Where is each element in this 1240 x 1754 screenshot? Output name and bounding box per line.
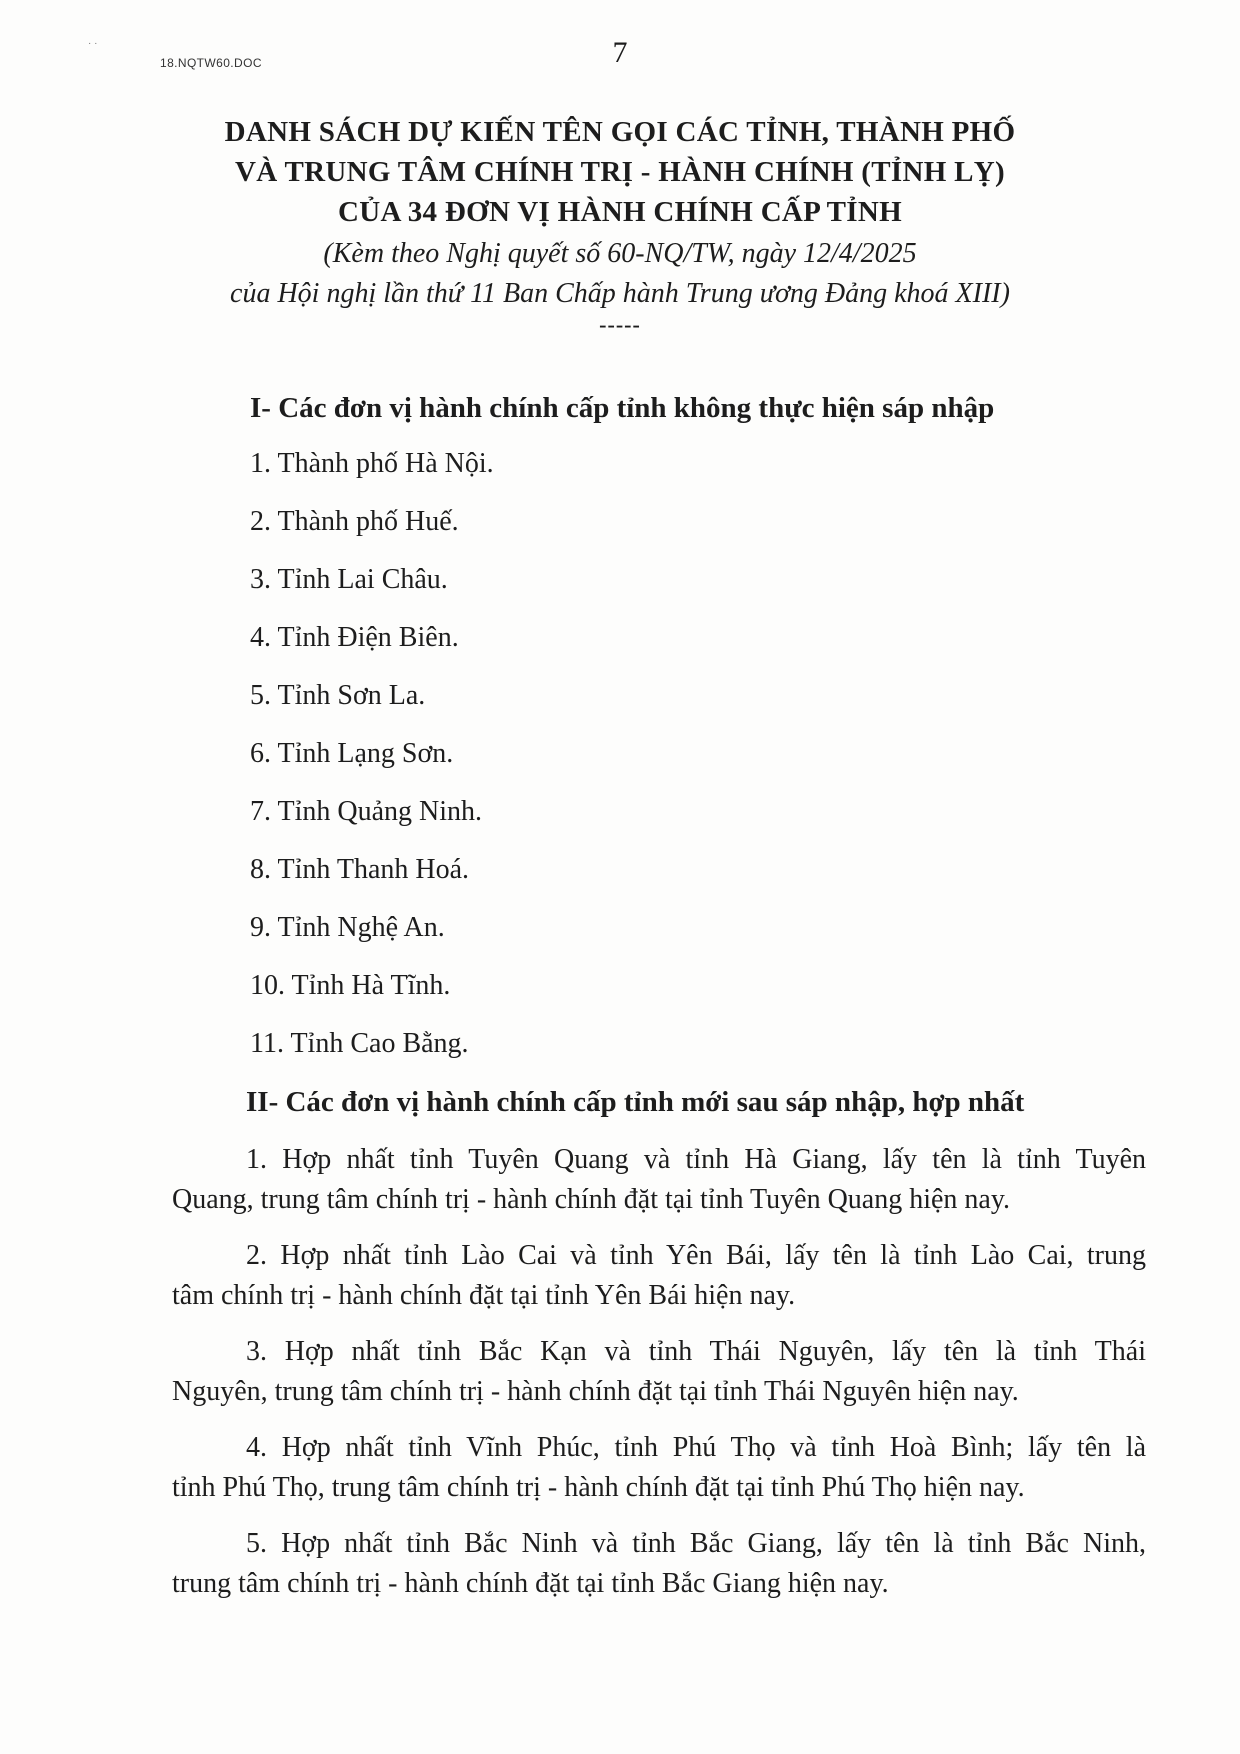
section-1-item: 9. Tỉnh Nghệ An. bbox=[250, 912, 445, 943]
merger-paragraph-3-line-2: Nguyên, trung tâm chính trị - hành chính đặt tại tỉnh Thái Nguyên hiện nay. bbox=[172, 1376, 1019, 1407]
merger-paragraph-5-line-1: 5. Hợp nhất tỉnh Bắc Ninh và tỉnh Bắc Giang, lấy tên là tỉnh Bắc Ninh, bbox=[246, 1528, 1146, 1559]
section-1-item: 11. Tỉnh Cao Bằng. bbox=[250, 1028, 469, 1059]
merger-paragraph-3-line-1: 3. Hợp nhất tỉnh Bắc Kạn và tỉnh Thái Nguyên, lấy tên là tỉnh Thái bbox=[246, 1336, 1146, 1367]
merger-paragraph-5-line-2: trung tâm chính trị - hành chính đặt tại tỉnh Bắc Giang hiện nay. bbox=[172, 1568, 889, 1599]
section-1-item: 7. Tỉnh Quảng Ninh. bbox=[250, 796, 483, 827]
title-line-3: CỦA 34 ĐƠN VỊ HÀNH CHÍNH CẤP TỈNH bbox=[338, 196, 902, 228]
title-line-1: DANH SÁCH DỰ KIẾN TÊN GỌI CÁC TỈNH, THÀNH PHỐ bbox=[224, 116, 1016, 148]
scan-marks: · · bbox=[88, 38, 98, 49]
title-separator: ----- bbox=[599, 312, 641, 337]
title-line-2: VÀ TRUNG TÂM CHÍNH TRỊ - HÀNH CHÍNH (TỈNH LỴ) bbox=[235, 156, 1005, 188]
page-number: 7 bbox=[612, 36, 628, 69]
section-1-heading: I- Các đơn vị hành chính cấp tỉnh không thực hiện sáp nhập bbox=[250, 392, 995, 424]
merger-paragraph-4-line-1: 4. Hợp nhất tỉnh Vĩnh Phúc, tỉnh Phú Thọ và tỉnh Hoà Bình; lấy tên là bbox=[246, 1432, 1146, 1463]
merger-paragraph-4-line-2: tỉnh Phú Thọ, trung tâm chính trị - hành chính đặt tại tỉnh Phú Thọ hiện nay. bbox=[172, 1472, 1025, 1503]
section-1-item: 10. Tỉnh Hà Tĩnh. bbox=[250, 970, 451, 1001]
merger-paragraph-1-line-1: 1. Hợp nhất tỉnh Tuyên Quang và tỉnh Hà Giang, lấy tên là tỉnh Tuyên bbox=[246, 1144, 1146, 1175]
subtitle-line-2: của Hội nghị lần thứ 11 Ban Chấp hành Trung ương Đảng khoá XIII) bbox=[230, 278, 1010, 309]
section-1-item: 4. Tỉnh Điện Biên. bbox=[250, 622, 459, 653]
section-1-item: 3. Tỉnh Lai Châu. bbox=[250, 564, 448, 595]
subtitle-line-1: (Kèm theo Nghị quyết số 60-NQ/TW, ngày 12/4/2025 bbox=[323, 238, 917, 269]
section-1-item: 5. Tỉnh Sơn La. bbox=[250, 680, 426, 711]
merger-paragraph-2-line-2: tâm chính trị - hành chính đặt tại tỉnh Yên Bái hiện nay. bbox=[172, 1280, 796, 1311]
section-1-item: 1. Thành phố Hà Nội. bbox=[250, 448, 494, 479]
section-1-item: 2. Thành phố Huế. bbox=[250, 506, 459, 537]
section-2-heading: II- Các đơn vị hành chính cấp tỉnh mới sau sáp nhập, hợp nhất bbox=[246, 1086, 1025, 1118]
merger-paragraph-1-line-2: Quang, trung tâm chính trị - hành chính đặt tại tỉnh Tuyên Quang hiện nay. bbox=[172, 1184, 1011, 1215]
section-1-item: 6. Tỉnh Lạng Sơn. bbox=[250, 738, 454, 769]
section-1-item: 8. Tỉnh Thanh Hoá. bbox=[250, 854, 470, 885]
merger-paragraph-2-line-1: 2. Hợp nhất tỉnh Lào Cai và tỉnh Yên Bái, lấy tên là tỉnh Lào Cai, trung bbox=[246, 1240, 1146, 1271]
document-code: 18.NQTW60.DOC bbox=[160, 56, 262, 70]
